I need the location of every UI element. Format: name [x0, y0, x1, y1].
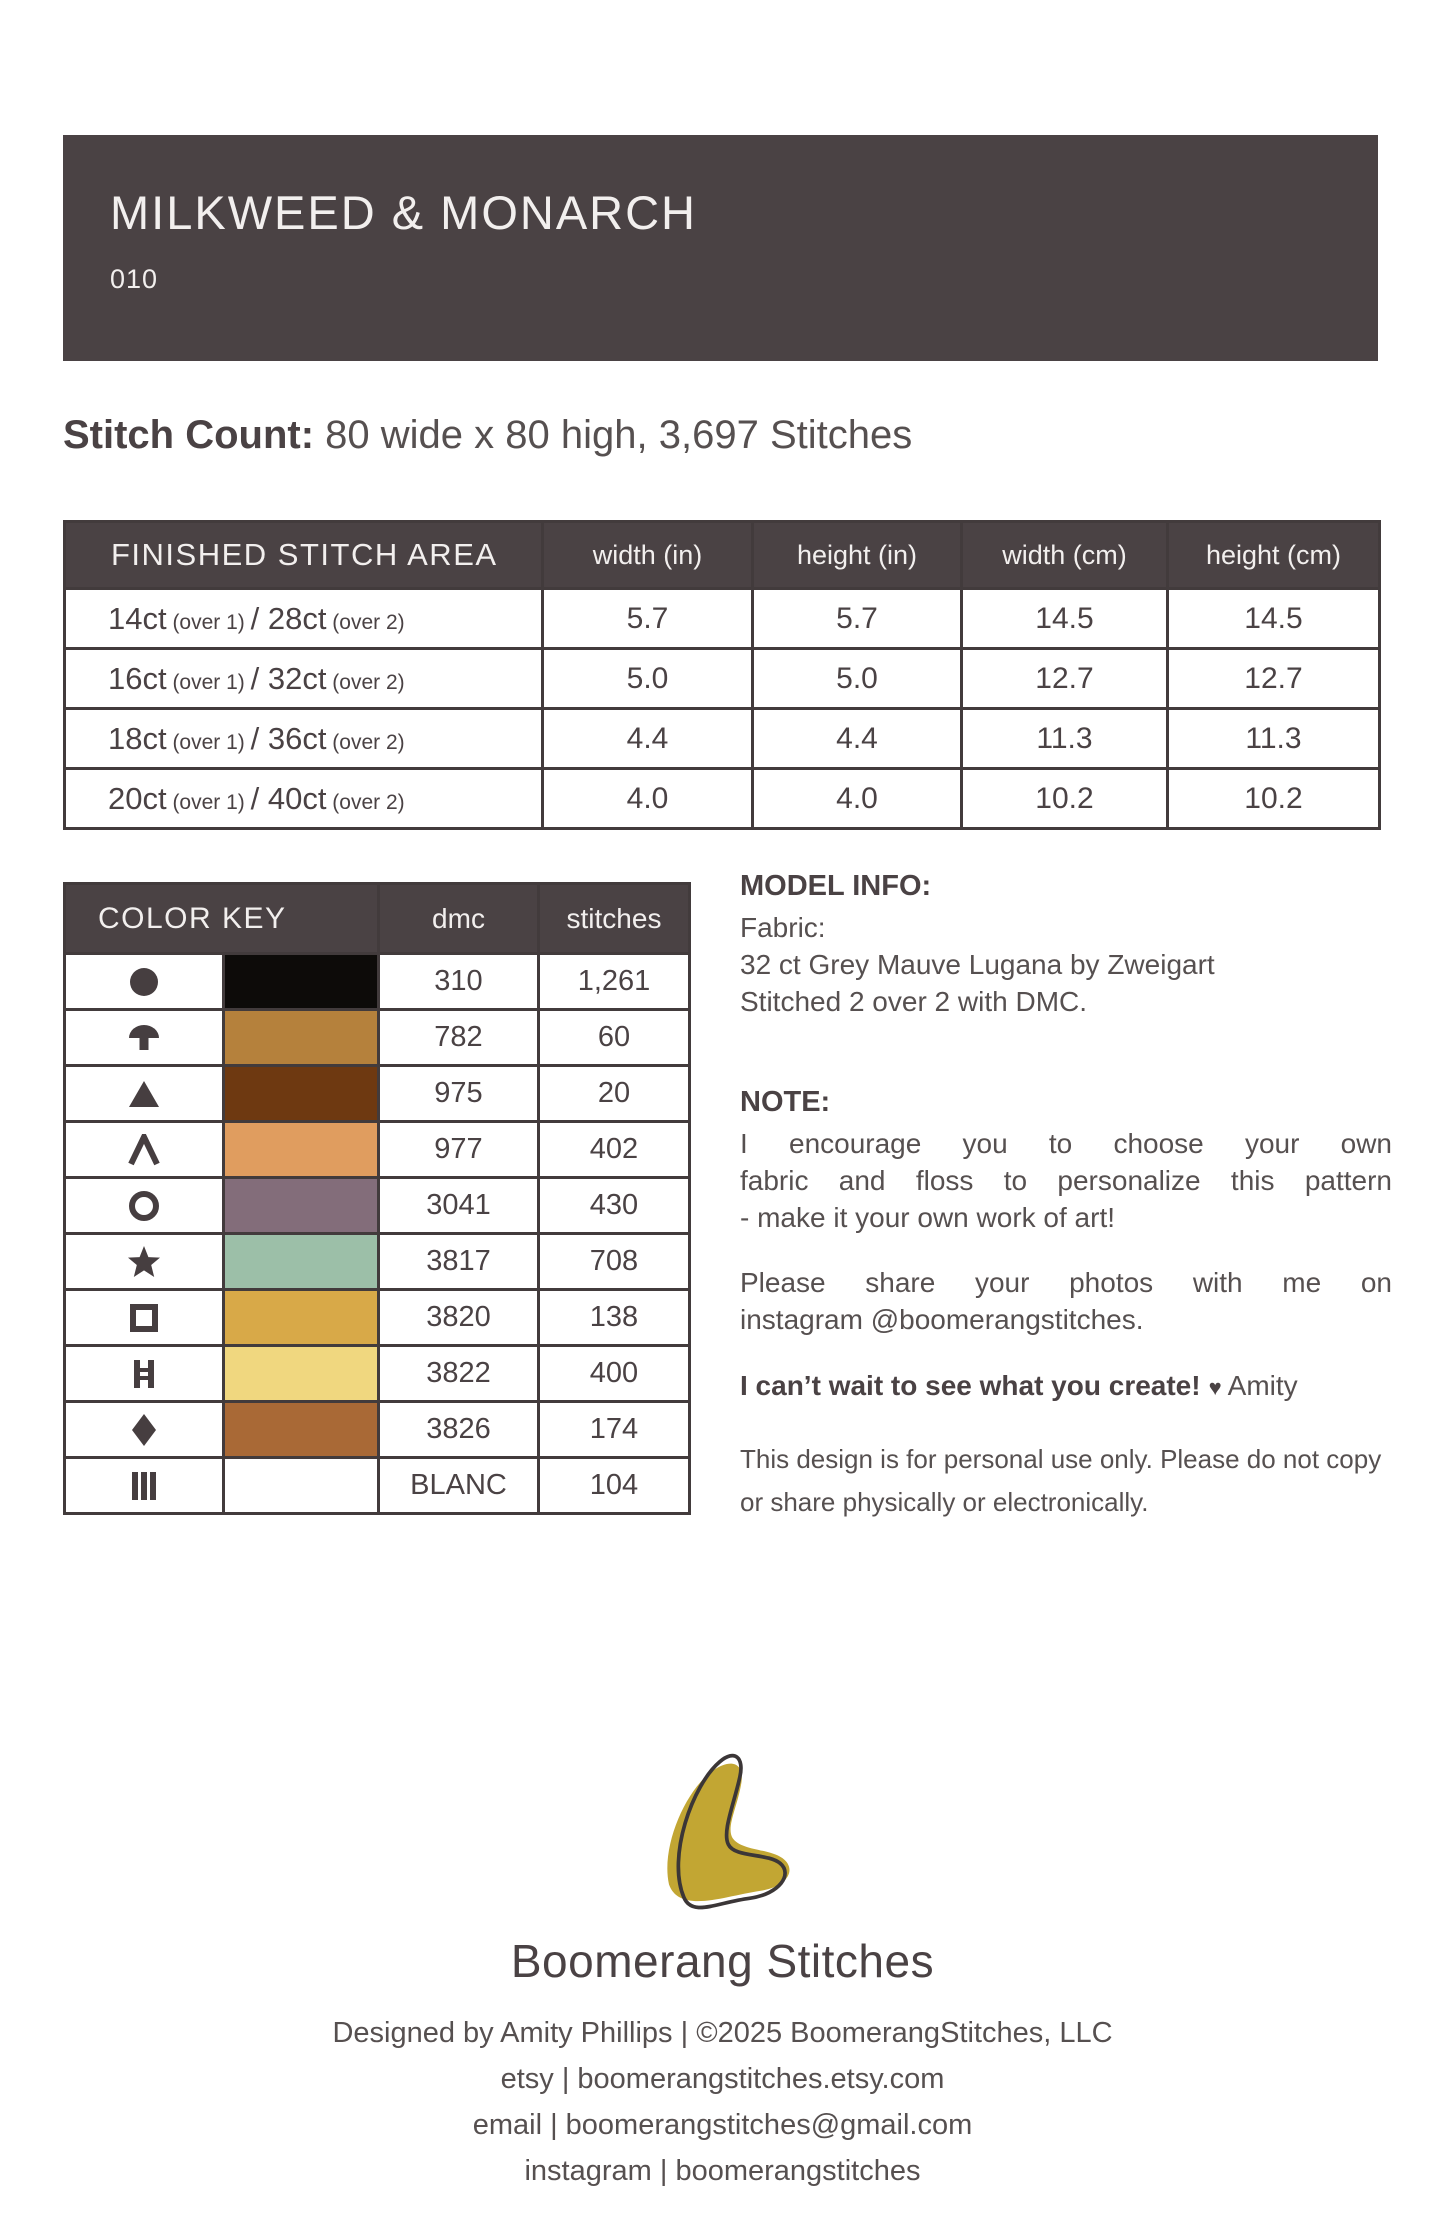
footer-contact-line: Designed by Amity Phillips | ©2025 BoomerangStitches, LLC	[332, 2017, 1113, 2049]
stitch-count-cell: 60	[539, 1010, 690, 1066]
note-paragraph-2	[740, 1264, 1392, 1338]
stitch-count-cell: 174	[539, 1402, 690, 1458]
filled-diamond-icon	[65, 1402, 224, 1458]
double-bar-h-icon	[65, 1346, 224, 1402]
pattern-number: 010	[110, 264, 159, 294]
personal-use-disclaimer: This design is for personal use only. Please do not copy or share physically or electronically.	[740, 1444, 1382, 1517]
stitch-count-line	[63, 413, 912, 458]
note-block	[740, 1086, 1392, 1402]
count-label-cell: 14ct (over 1) / 28ct (over 2)	[65, 589, 543, 649]
color-key-row	[65, 1122, 690, 1178]
dmc-number-cell: 3826	[379, 1402, 539, 1458]
filled-star-icon	[65, 1234, 224, 1290]
model-info-line: Stitched 2 over 2 with DMC.	[740, 986, 1088, 1017]
finished-stitch-area-table	[63, 520, 1381, 830]
filled-circle-icon	[65, 954, 224, 1010]
count-label-cell: 18ct (over 1) / 36ct (over 2)	[65, 709, 543, 769]
brand-name: Boomerang Stitches	[510, 1935, 935, 1987]
column-header-dmc: dmc	[379, 884, 539, 954]
note-text-line: - make it your own work of art!	[740, 1202, 1116, 1233]
color-key-row	[65, 1402, 690, 1458]
open-circle-icon	[65, 1178, 224, 1234]
finished-table-row	[65, 709, 1380, 769]
cta-bold-text: I can’t wait to see what you create!	[740, 1370, 1201, 1401]
color-swatch	[224, 1066, 379, 1122]
column-header-width-cm: width (cm)	[962, 522, 1168, 589]
page-title: MILKWEED & MONARCH	[110, 186, 697, 239]
dimension-value-cell: 11.3	[962, 709, 1168, 769]
color-key-row	[65, 954, 690, 1010]
note-heading: NOTE:	[740, 1086, 831, 1118]
dmc-number-cell: 310	[379, 954, 539, 1010]
finished-table-row	[65, 649, 1380, 709]
dimension-value-cell: 5.0	[753, 649, 962, 709]
mushroom-icon	[65, 1010, 224, 1066]
count-label-cell: 20ct (over 1) / 40ct (over 2)	[65, 769, 543, 829]
footer-lines	[0, 2010, 1445, 2194]
color-key-row	[65, 1346, 690, 1402]
dimension-value-cell: 10.2	[962, 769, 1168, 829]
note-text-line: Please share your photos with me on	[740, 1267, 1392, 1298]
note-text-line: instagram @boomerangstitches.	[740, 1304, 1144, 1335]
color-key-header-row	[65, 884, 690, 954]
column-header-height-in: height (in)	[753, 522, 962, 589]
color-key-table	[63, 882, 691, 1515]
stitch-count-cell: 402	[539, 1122, 690, 1178]
caret-icon	[65, 1122, 224, 1178]
dimension-value-cell: 12.7	[1168, 649, 1380, 709]
note-text-line: fabric and floss to personalize this pattern	[740, 1165, 1392, 1196]
color-key-row	[65, 1178, 690, 1234]
heart-icon: ♥	[1208, 1375, 1222, 1400]
color-key-body	[65, 954, 690, 1514]
info-column	[740, 870, 1392, 1402]
stitch-count-label: Stitch Count:	[63, 413, 315, 457]
triple-bar-icon	[65, 1458, 224, 1514]
filled-triangle-icon	[65, 1066, 224, 1122]
dmc-number-cell: 3817	[379, 1234, 539, 1290]
finished-table-row	[65, 769, 1380, 829]
open-square-icon	[65, 1290, 224, 1346]
color-swatch	[224, 1010, 379, 1066]
dimension-value-cell: 14.5	[1168, 589, 1380, 649]
color-key-row	[65, 1234, 690, 1290]
column-header-stitches: stitches	[539, 884, 690, 954]
color-swatch	[224, 1458, 379, 1514]
dmc-number-cell: 3041	[379, 1178, 539, 1234]
dimension-value-cell: 4.0	[753, 769, 962, 829]
boomerang-logo-icon	[633, 1748, 813, 1930]
stitch-count-cell: 104	[539, 1458, 690, 1514]
finished-table-body	[65, 589, 1380, 829]
dmc-number-cell: 3822	[379, 1346, 539, 1402]
finished-table-row	[65, 589, 1380, 649]
dimension-value-cell: 4.4	[543, 709, 753, 769]
dmc-number-cell: 3820	[379, 1290, 539, 1346]
dmc-number-cell: BLANC	[379, 1458, 539, 1514]
dimension-value-cell: 5.7	[753, 589, 962, 649]
color-swatch	[224, 1290, 379, 1346]
dimension-value-cell: 11.3	[1168, 709, 1380, 769]
count-label-cell: 16ct (over 1) / 32ct (over 2)	[65, 649, 543, 709]
color-key-row	[65, 1066, 690, 1122]
color-swatch	[224, 1178, 379, 1234]
finished-table-header-row	[65, 522, 1380, 589]
column-header-height-cm: height (cm)	[1168, 522, 1380, 589]
dimension-value-cell: 10.2	[1168, 769, 1380, 829]
dmc-number-cell: 782	[379, 1010, 539, 1066]
footer-contact-line: instagram | boomerangstitches	[524, 2155, 921, 2187]
model-info-line: 32 ct Grey Mauve Lugana by Zweigart	[740, 949, 1215, 980]
footer-contact-line: etsy | boomerangstitches.etsy.com	[500, 2063, 945, 2095]
color-swatch	[224, 1122, 379, 1178]
color-swatch	[224, 1234, 379, 1290]
dimension-value-cell: 14.5	[962, 589, 1168, 649]
model-info-heading: MODEL INFO:	[740, 870, 932, 902]
stitch-count-cell: 1,261	[539, 954, 690, 1010]
color-key-row	[65, 1458, 690, 1514]
header-band	[63, 135, 1378, 361]
dmc-number-cell: 977	[379, 1122, 539, 1178]
cta-signature: Amity	[1227, 1370, 1298, 1401]
model-info-lines	[740, 909, 1392, 1020]
color-key-row	[65, 1290, 690, 1346]
dimension-value-cell: 5.0	[543, 649, 753, 709]
stitch-count-cell: 430	[539, 1178, 690, 1234]
stitch-count-cell: 20	[539, 1066, 690, 1122]
dmc-number-cell: 975	[379, 1066, 539, 1122]
color-swatch	[224, 1402, 379, 1458]
cta-line	[740, 1370, 1392, 1402]
finished-table-title: FINISHED STITCH AREA	[65, 522, 543, 589]
dimension-value-cell: 4.4	[753, 709, 962, 769]
stitch-count-cell: 138	[539, 1290, 690, 1346]
color-swatch	[224, 1346, 379, 1402]
dimension-value-cell: 12.7	[962, 649, 1168, 709]
stitch-count-value: 80 wide x 80 high, 3,697 Stitches	[314, 413, 913, 457]
color-swatch	[224, 954, 379, 1010]
footer	[0, 1748, 1445, 2194]
stitch-count-cell: 400	[539, 1346, 690, 1402]
note-paragraph-1	[740, 1125, 1392, 1236]
color-key-title: COLOR KEY	[65, 884, 379, 954]
column-header-width-in: width (in)	[543, 522, 753, 589]
note-text-line: I encourage you to choose your own	[740, 1128, 1392, 1159]
dimension-value-cell: 4.0	[543, 769, 753, 829]
stitch-count-cell: 708	[539, 1234, 690, 1290]
footer-contact-line: email | boomerangstitches@gmail.com	[472, 2109, 973, 2141]
color-key-row	[65, 1010, 690, 1066]
dimension-value-cell: 5.7	[543, 589, 753, 649]
model-info-line: Fabric:	[740, 912, 826, 943]
